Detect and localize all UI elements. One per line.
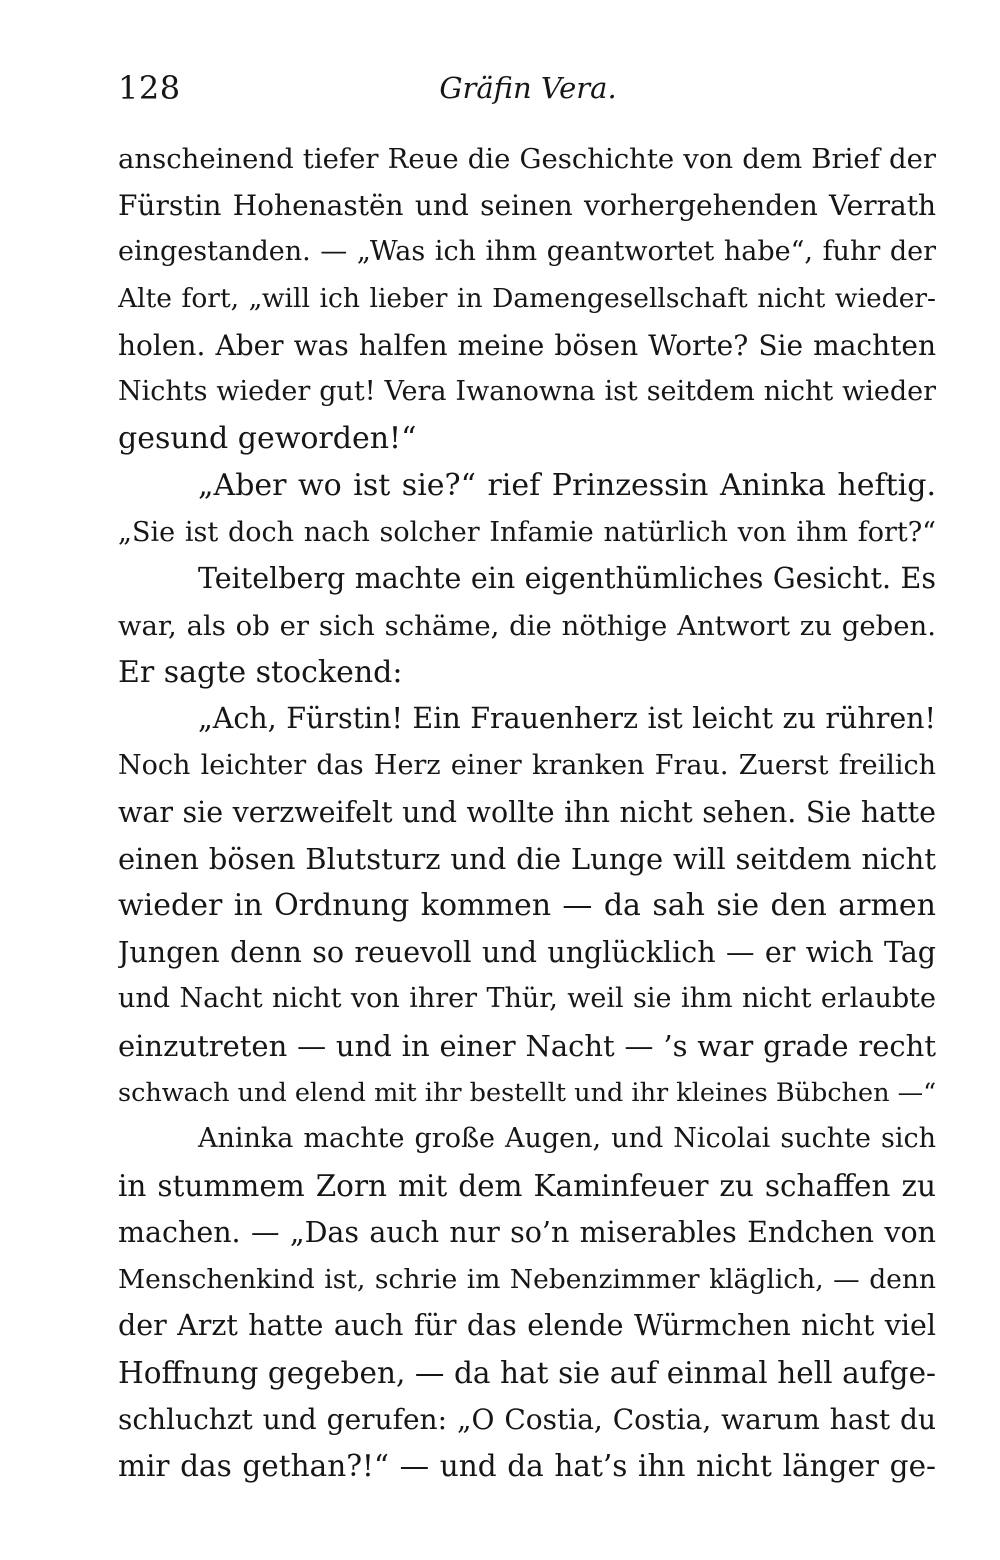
text-line: wieder in Ordnung kommen — da sah sie den armen xyxy=(118,888,936,923)
text-line: der Arzt hatte auch für das elende Würmchen nicht viel xyxy=(118,1309,936,1343)
text-line: holen. Aber was halfen meine bösen Worte? Sie machten xyxy=(118,328,936,362)
text-line: schluchzt und gerufen: „O Costia, Costia, warum hast du xyxy=(118,1402,936,1436)
text-line: eingestanden. — „Was ich ihm geantwortet habe“, fuhr der xyxy=(118,236,936,268)
text-line: machen. — „Das auch nur so’n miserables Endchen von xyxy=(118,1215,936,1249)
text-line: einen bösen Blutsturz und die Lunge will seitdem nicht xyxy=(118,842,936,877)
text-line: „Aber wo ist sie?“ rief Prinzessin Aninka heftig. xyxy=(198,467,936,503)
text-line: Aninka machte große Augen, und Nicolai suchte sich xyxy=(198,1123,936,1155)
text-line: „Sie ist doch nach solcher Infamie natürlich von ihm fort?“ xyxy=(118,516,936,548)
text-line: anscheinend tiefer Reue die Geschichte von dem Brief der xyxy=(118,143,936,175)
text-line: Fürstin Hohenastën und seinen vorhergehenden Verrath xyxy=(118,188,936,222)
text-line: Menschenkind ist, schrie im Nebenzimmer kläglich, — denn xyxy=(118,1263,936,1295)
text-line: war sie verzweifelt und wollte ihn nicht sehen. Sie hatte xyxy=(118,795,936,829)
text-line: und Nacht nicht von ihrer Thür, weil sie ihm nicht erlaubte xyxy=(118,983,936,1015)
text-line: mir das gethan?!“ — und da hat’s ihn nicht länger ge- xyxy=(118,1449,936,1484)
text-line: gesund geworden!“ xyxy=(118,421,417,457)
page-header xyxy=(118,64,936,112)
page-number: 128 xyxy=(118,69,181,107)
text-line: in stummem Zorn mit dem Kaminfeuer zu schaffen zu xyxy=(118,1169,936,1204)
text-line: „Ach, Fürstin! Ein Frauenherz ist leicht zu rühren! xyxy=(198,702,936,736)
text-line: schwach und elend mit ihr bestellt und ihr kleines Bübchen —“ xyxy=(118,1077,936,1108)
text-line: Alte fort, „will ich lieber in Damengesellschaft nicht wieder- xyxy=(118,283,936,315)
running-title: Gräfin Vera. xyxy=(439,71,617,105)
body-text xyxy=(118,136,936,1490)
text-line: Er sagte stockend: xyxy=(118,654,403,690)
text-line: Jungen denn so reuevoll und unglücklich — er wich Tag xyxy=(118,935,936,969)
text-line: Teitelberg machte ein eigenthümliches Gesicht. Es xyxy=(198,562,936,596)
text-line: Hoffnung gegeben, — da hat sie auf einmal hell aufge- xyxy=(118,1355,936,1390)
text-line: Nichts wieder gut! Vera Iwanowna ist seitdem nicht wieder xyxy=(118,376,936,408)
text-line: war, als ob er sich schäme, die nöthige Antwort zu geben. xyxy=(118,609,936,642)
text-line: einzutreten — und in einer Nacht — ’s war grade recht xyxy=(118,1029,936,1064)
text-line: Noch leichter das Herz einer kranken Frau. Zuerst freilich xyxy=(118,749,936,781)
